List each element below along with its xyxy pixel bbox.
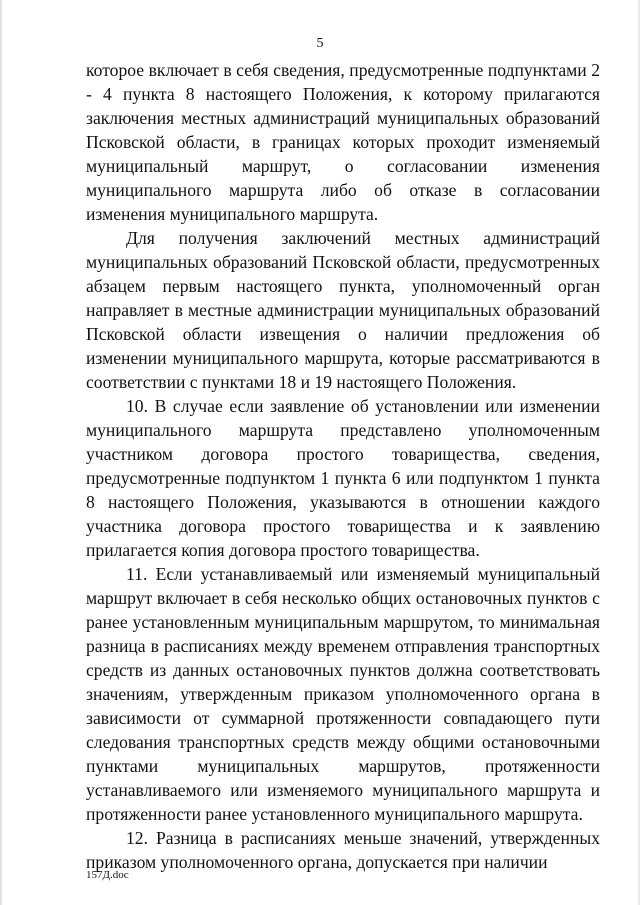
footer-filename: 157Д.doc bbox=[86, 869, 129, 881]
paragraph-item-11: 11. Если устанавливаемый или изменяемый муниципальный маршрут включает в себя несколько общих остановочных пунктов с ранее установленным муниципальным маршрутом, то минимальная разница в расписаниях между временем отправления транспортных средств из данных остановочных пунктов должна соответствовать значениям, утвержденным приказом уполномоченного органа в зависимости от суммарной протяженности совпадающего пути следования транспортных средств между общими остановочными пунктами муниципальных маршрутов, протяженности устанавливаемого или изменяемого муниципального маршрута и протяженности ранее установленного муниципального маршрута. bbox=[86, 564, 600, 824]
document-body bbox=[86, 58, 600, 874]
paragraph-item-10: 10. В случае если заявление об установлении или изменении муниципального маршрута представлено уполномоченным участником договора простого товарищества, сведения, предусмотренные подпунктом 1 пункта 6 или подпунктом 1 пункта 8 настоящего Положения, указываются в отношении каждого участника договора простого товарищества и к заявлению прилагается копия договора простого товарищества. bbox=[86, 396, 600, 560]
paragraph-continuation: которое включает в себя сведения, предусмотренные подпунктами 2 - 4 пункта 8 настоящего Положения, к которому прилагаются заключения местных администраций муниципальных образований Псковской области, в границах которых проходит изменяемый муниципальный маршрут, о согласовании изменения муниципального маршрута либо об отказе в согласовании изменения муниципального маршрута. bbox=[86, 60, 600, 224]
page-number: 5 bbox=[316, 36, 324, 51]
paragraph-notification: Для получения заключений местных администраций муниципальных образований Псковской области, предусмотренных абзацем первым настоящего пункта, уполномоченный орган направляет в местные администрации муниципальных образований Псковской области извещения о наличии предложения об изменении муниципального маршрута, которые рассматриваются в соответствии с пунктами 18 и 19 настоящего Положения. bbox=[86, 228, 600, 392]
scan-edge-left bbox=[0, 0, 3, 905]
paragraph-item-12: 12. Разница в расписаниях меньше значений, утвержденных приказом уполномоченного органа, допускается при наличии bbox=[86, 828, 600, 872]
